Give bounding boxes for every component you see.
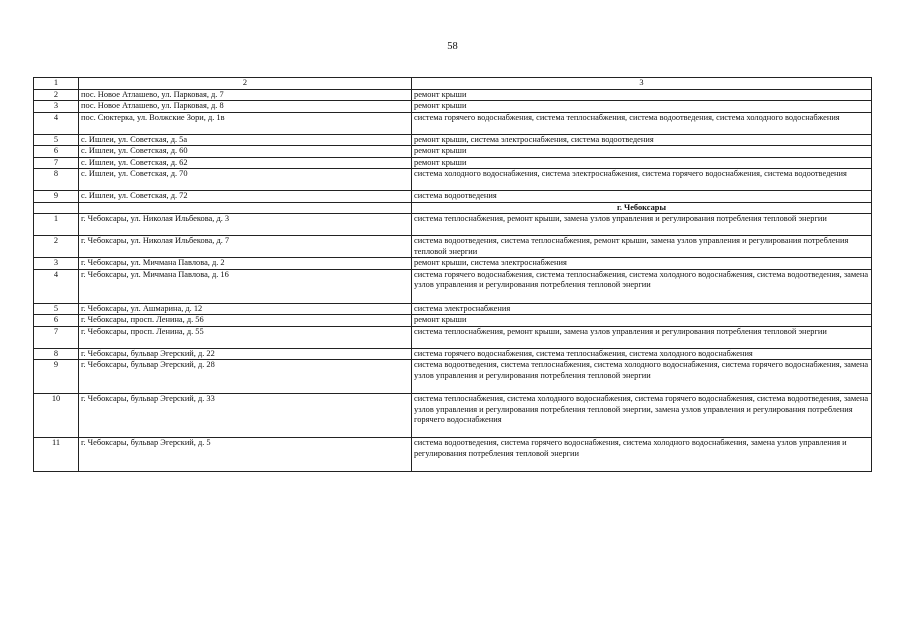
header-col-address: 2 — [79, 78, 412, 90]
row-number: 11 — [34, 438, 79, 472]
table-row — [34, 214, 872, 236]
row-address: г. Чебоксары, бульвар Эгерский, д. 33 — [79, 394, 412, 438]
row-address: пос. Новое Атлашево, ул. Парковая, д. 7 — [79, 89, 412, 101]
row-number: 4 — [34, 112, 79, 134]
row-address: с. Ишлеи, ул. Советская, д. 5а — [79, 134, 412, 146]
row-address: г. Чебоксары, ул. Мичмана Павлова, д. 2 — [79, 258, 412, 270]
row-works: система горячего водоснабжения, система теплоснабжения, система холодного водоснабжения — [412, 348, 872, 360]
row-works: система водоотведения, система теплоснабжения, ремонт крыши, замена узлов управления и регулирования потребления тепловой энергии — [412, 236, 872, 258]
row-address: пос. Сюктерка, ул. Волжские Зори, д. 1в — [79, 112, 412, 134]
page-number: 58 — [447, 41, 458, 52]
header-col-works: 3 — [412, 78, 872, 90]
row-number: 6 — [34, 146, 79, 158]
table-row — [34, 360, 872, 394]
table-row — [34, 157, 872, 169]
section-cell-address — [79, 202, 412, 214]
row-works: система горячего водоснабжения, система теплоснабжения, система холодного водоснабжения, система водоотведения, замена узлов управления и регулирования потребления тепловой энергии — [412, 269, 872, 303]
row-works: система водоотведения, система горячего водоснабжения, система холодного водоснабжения, замена узлов управления и регулирования потребления тепловой энергии — [412, 438, 872, 472]
row-works: система водоотведения, система теплоснабжения, система холодного водоснабжения, система горячего водоснабжения, замена узлов управления и регулирования потребления тепловой энергии — [412, 360, 872, 394]
row-number: 8 — [34, 169, 79, 191]
row-number: 4 — [34, 269, 79, 303]
row-works: ремонт крыши — [412, 315, 872, 327]
table-row — [34, 303, 872, 315]
row-works: система горячего водоснабжения, система теплоснабжения, система водоотведения, система холодного водоснабжения — [412, 112, 872, 134]
table-row — [34, 236, 872, 258]
row-works: ремонт крыши — [412, 146, 872, 158]
table-row — [34, 326, 872, 348]
row-number: 5 — [34, 134, 79, 146]
row-works: система электроснабжения — [412, 303, 872, 315]
row-address: г. Чебоксары, просп. Ленина, д. 55 — [79, 326, 412, 348]
row-address: г. Чебоксары, ул. Николая Ильбекова, д. 3 — [79, 214, 412, 236]
row-address: с. Ишлеи, ул. Советская, д. 60 — [79, 146, 412, 158]
row-address: с. Ишлеи, ул. Советская, д. 70 — [79, 169, 412, 191]
table-row — [34, 258, 872, 270]
row-number: 1 — [34, 214, 79, 236]
row-address: г. Чебоксары, бульвар Эгерский, д. 22 — [79, 348, 412, 360]
table-row — [34, 134, 872, 146]
works-table — [33, 77, 872, 472]
row-works: ремонт крыши — [412, 157, 872, 169]
header-col-num: 1 — [34, 78, 79, 90]
row-address: г. Чебоксары, ул. Ашмарина, д. 12 — [79, 303, 412, 315]
row-address: с. Ишлеи, ул. Советская, д. 62 — [79, 157, 412, 169]
section-row — [34, 202, 872, 214]
section-cell-num — [34, 202, 79, 214]
table-row — [34, 315, 872, 327]
row-address: пос. Новое Атлашево, ул. Парковая, д. 8 — [79, 101, 412, 113]
row-number: 2 — [34, 236, 79, 258]
row-address: г. Чебоксары, бульвар Эгерский, д. 28 — [79, 360, 412, 394]
table-row — [34, 394, 872, 438]
row-number: 8 — [34, 348, 79, 360]
row-address: г. Чебоксары, бульвар Эгерский, д. 5 — [79, 438, 412, 472]
row-number: 10 — [34, 394, 79, 438]
row-number: 9 — [34, 360, 79, 394]
row-address: г. Чебоксары, ул. Мичмана Павлова, д. 16 — [79, 269, 412, 303]
row-number: 5 — [34, 303, 79, 315]
row-works: система теплоснабжения, система холодного водоснабжения, система горячего водоснабжения, система водоотведения, замена узлов управления и регулирования потребления тепловой энергии, замена узлов управления и регулирования потребления горячего водоснабжения — [412, 394, 872, 438]
table-row — [34, 191, 872, 203]
row-number: 7 — [34, 326, 79, 348]
table-row — [34, 269, 872, 303]
table-row — [34, 101, 872, 113]
table-row — [34, 348, 872, 360]
row-number: 7 — [34, 157, 79, 169]
row-address: г. Чебоксары, просп. Ленина, д. 56 — [79, 315, 412, 327]
row-works: система водоотведения — [412, 191, 872, 203]
row-works: система холодного водоснабжения, система электроснабжения, система горячего водоснабжения, система водоотведения — [412, 169, 872, 191]
table-row — [34, 169, 872, 191]
row-number: 9 — [34, 191, 79, 203]
row-number: 3 — [34, 258, 79, 270]
row-works: ремонт крыши — [412, 89, 872, 101]
row-address: с. Ишлеи, ул. Советская, д. 72 — [79, 191, 412, 203]
row-works: ремонт крыши, система электроснабжения, система водоотведения — [412, 134, 872, 146]
row-works: ремонт крыши — [412, 101, 872, 113]
table-row — [34, 89, 872, 101]
row-works: система теплоснабжения, ремонт крыши, замена узлов управления и регулирования потребления тепловой энергии — [412, 214, 872, 236]
row-number: 6 — [34, 315, 79, 327]
section-title: г. Чебоксары — [412, 202, 872, 214]
row-number: 2 — [34, 89, 79, 101]
table-row — [34, 112, 872, 134]
row-works: ремонт крыши, система электроснабжения — [412, 258, 872, 270]
row-number: 3 — [34, 101, 79, 113]
row-works: система теплоснабжения, ремонт крыши, замена узлов управления и регулирования потребления тепловой энергии — [412, 326, 872, 348]
table-row — [34, 146, 872, 158]
row-address: г. Чебоксары, ул. Николая Ильбекова, д. 7 — [79, 236, 412, 258]
table-row — [34, 438, 872, 472]
table-header-row — [34, 78, 872, 90]
